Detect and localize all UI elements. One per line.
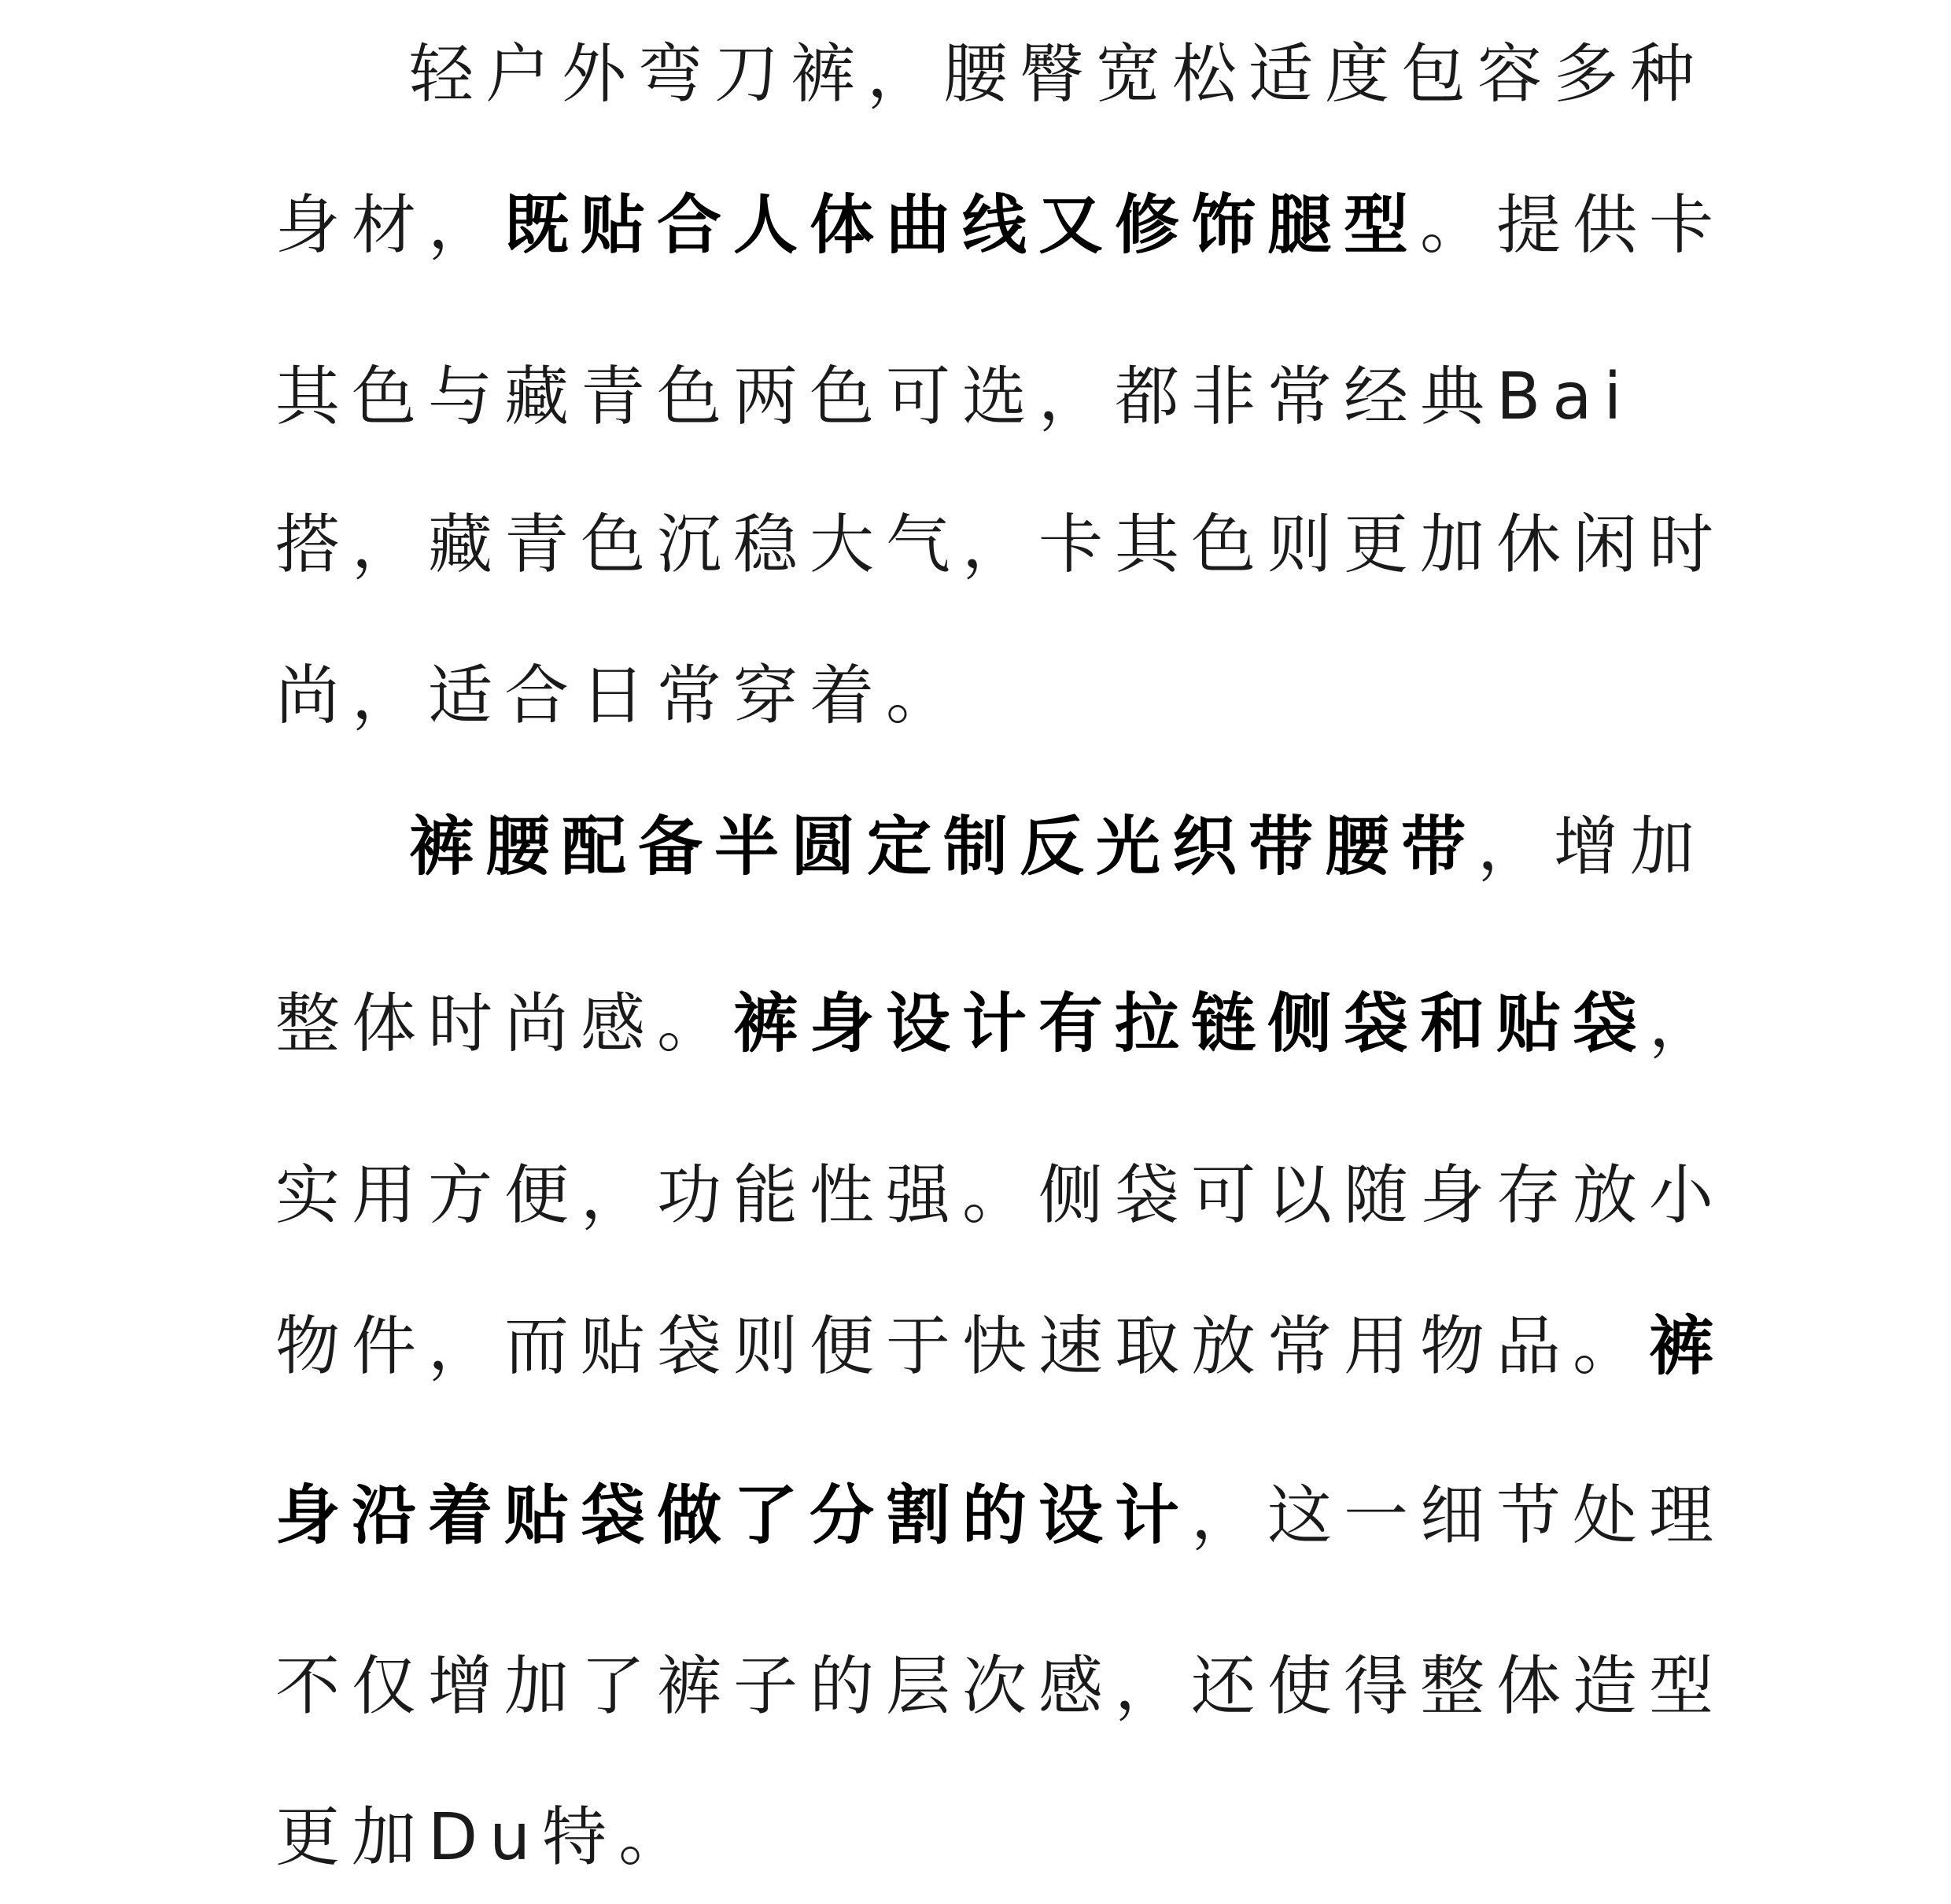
- paragraph-1-line-2: [275, 183, 1725, 269]
- text-span: 更加Du特。: [275, 1800, 695, 1875]
- text-span: 实用方便，功能性强。侧袋可以随身存放小: [275, 1158, 1726, 1233]
- text-span: 物件，而贴袋则便于快速取放常用物品。: [275, 1309, 1650, 1384]
- text-span: 整体时尚感。: [275, 987, 734, 1061]
- paragraph-2-line-2: [275, 981, 1725, 1068]
- bold-text-span: 裤身设计有拉链侧袋和贴袋: [733, 987, 1650, 1061]
- paragraph-1-line-4: [275, 502, 1725, 589]
- paragraph-2-line-5: [275, 1473, 1725, 1559]
- paragraph-1-line-5: [275, 653, 962, 740]
- text-span: 尚，适合日常穿着。: [275, 659, 963, 733]
- bold-text-span: 裤: [1649, 1309, 1726, 1384]
- text-span: ，增加: [1477, 810, 1707, 884]
- paragraph-2-line-3: [275, 1153, 1725, 1239]
- text-span: ，这一细节处理: [1191, 1478, 1726, 1553]
- paragraph-2-line-6: [275, 1644, 1725, 1730]
- text-span: 搭，藏青色沉稳大气，卡其色则更加休闲时: [275, 507, 1726, 582]
- paragraph-1-line-3: [275, 354, 1633, 441]
- bold-text-span: 身沿着贴袋做了分割的设计: [275, 1478, 1192, 1553]
- paragraph-2-line-7: [275, 1795, 695, 1881]
- text-span: 。提供卡: [1420, 188, 1726, 263]
- paragraph-1-line-1: [409, 31, 1706, 118]
- paragraph-2-line-1: [409, 804, 1706, 891]
- bold-text-span: 既贴合人体曲线又修饰腿型: [504, 188, 1421, 263]
- text-span: 轻户外弯刀裤，腰臀宽松适度包容多种: [409, 37, 1707, 112]
- text-span: 其色与藏青色两色可选，都非常经典Bai: [275, 360, 1634, 434]
- text-span: ，: [1649, 987, 1726, 1061]
- text-span: 不仅增加了裤子的层次感，还使得整体造型: [275, 1649, 1726, 1724]
- paragraph-2-line-4: [275, 1304, 1725, 1390]
- bold-text-span: 裤腰配备半圆定制反光织带腰带: [409, 810, 1478, 884]
- text-span: 身材，: [275, 188, 505, 263]
